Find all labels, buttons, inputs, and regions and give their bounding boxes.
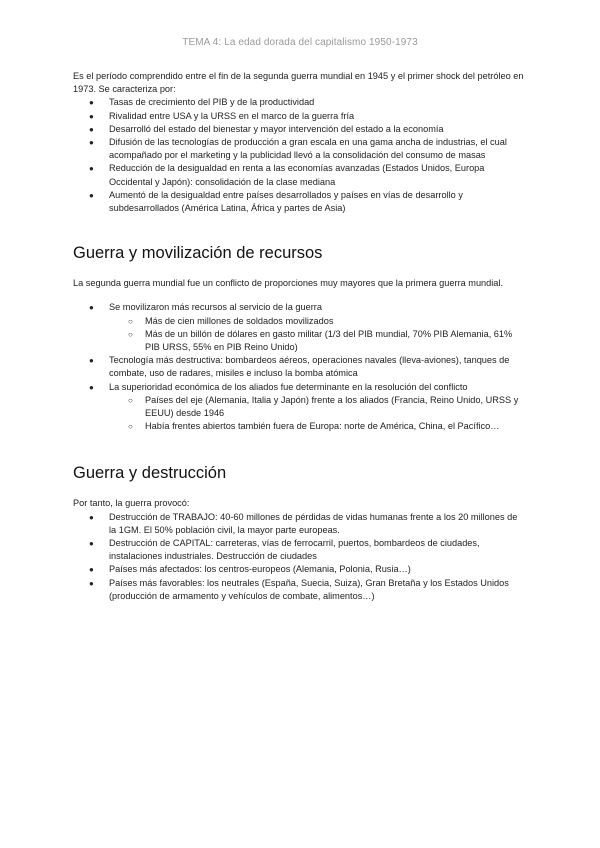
sub-list-item [73,394,525,420]
list-item-text: Reducción de la desigualdad en renta a las economías avanzadas (Estados Unidos, Europa Occidental y Japón): consolidación de la clase mediana [109,163,485,187]
bullet-icon: ● [89,190,94,200]
section-heading-destruccion: Guerra y destrucción [73,464,227,483]
list-item-text: Países más favorables: los neutrales (España, Suecia, Suiza), Gran Bretaña y los Estados Unidos (producción de armamento y vehículos de combate, alimentos…) [109,577,509,601]
bullet-icon: ● [89,138,94,148]
bullet-icon: ● [89,382,94,392]
sub-list-item [73,420,525,433]
list-item [73,301,525,314]
list-item [73,537,525,563]
list-item-text: Rivalidad entre USA y la URSS en el marco de la guerra fría [109,110,355,121]
sub-list-item [73,328,525,354]
bullet-icon: ● [89,124,94,134]
bullet-icon: ● [89,565,94,575]
bullet-icon: ● [89,111,94,121]
bullet-icon: ● [89,539,94,549]
list-item [73,577,525,603]
list-item [73,189,525,215]
list-item [73,563,525,576]
section-intro-paragraph: La segunda guerra mundial fue un conflicto de proporciones muy mayores que la primera guerra mundial. [73,278,504,289]
list-item [73,354,525,380]
sub-bullet-icon: ○ [128,316,133,326]
list-item-text: Tasas de crecimiento del PIB y de la productividad [109,97,315,108]
sub-bullet-icon: ○ [128,395,133,405]
section-bullet-list [73,301,525,433]
sub-list-item-text: Había frentes abiertos también fuera de Europa: norte de América, China, el Pacífico… [145,421,500,432]
list-item-text: Desarrolló del estado del bienestar y mayor intervención del estado a la economía [109,123,444,134]
list-item [73,381,525,394]
list-item-text: La superioridad económica de los aliados fue determinante en la resolución del conflicto [109,381,468,392]
bullet-icon: ● [89,164,94,174]
page-header: TEMA 4: La edad dorada del capitalismo 1950-1973 [182,37,418,48]
bullet-icon: ● [89,512,94,522]
section-bullet-list [73,511,525,603]
sub-bullet-icon: ○ [128,329,133,339]
sub-list-item-text: Países del eje (Alemania, Italia y Japón) frente a los aliados (Francia, Reino Unido, URSS y EEUU) desde 1946 [145,394,519,419]
sub-bullet-icon: ○ [128,422,133,432]
bullet-icon: ● [89,303,94,313]
list-item [73,136,525,162]
bullet-icon: ● [89,356,94,366]
list-item [73,110,525,123]
list-item-text: Destrucción de CAPITAL: carreteras, vías de ferrocarril, puertos, bombardeos de ciudades, instalaciones industriales. Destrucción de ciudades [109,538,480,562]
list-item-text: Se movilizaron más recursos al servicio de la guerra [109,302,322,313]
list-item-text: Aumentó de la desigualdad entre países desarrollados y países en vías de desarrollo y subdesarrollados (América Latina, África y partes de Asia) [109,189,463,214]
list-item-text: Países más afectados: los centros-europeos (Alemania, Polonia, Rusia…) [109,564,411,575]
list-item [73,511,525,537]
list-item [73,96,525,109]
sub-list-item-text: Más de cien millones de soldados movilizados [145,315,334,326]
list-item-text: Difusión de las tecnologías de producción a gran escala en una gama ancha de industrias, el cual acompañado por el marketing y la publicidad llevó a la consolidación del consumo de masas [109,137,507,161]
section-intro-paragraph: Por tanto, la guerra provocó: [73,498,190,509]
list-item-text: Destrucción de TRABAJO: 40-60 millones de pérdidas de vidas humanas frente a los 20 millones de la 1GM. El 50% población civil, la mayor parte europeas. [109,511,518,535]
list-item [73,162,525,188]
document-body [73,70,525,603]
bullet-icon: ● [89,98,94,108]
list-item-text: Tecnología más destructiva: bombardeos aéreos, operaciones navales (lleva-aviones), tanques de combate, uso de radares, misiles e incluso la bomba atómica [109,355,510,379]
intro-bullet-list [73,96,525,215]
section-heading-movilizacion: Guerra y movilización de recursos [73,244,323,263]
sub-list-item-text: Más de un billón de dólares en gasto militar (1/3 del PIB mundial, 70% PIB Alemania, 61% PIB URSS, 55% en PIB Reino Unido) [145,328,513,353]
intro-paragraph: Es el período comprendido entre el fin de la segunda guerra mundial en 1945 y el primer shock del petróleo en 1973. Se caracteriza por: [73,71,524,95]
list-item [73,123,525,136]
sub-list-item [73,315,525,328]
bullet-icon: ● [89,578,94,588]
